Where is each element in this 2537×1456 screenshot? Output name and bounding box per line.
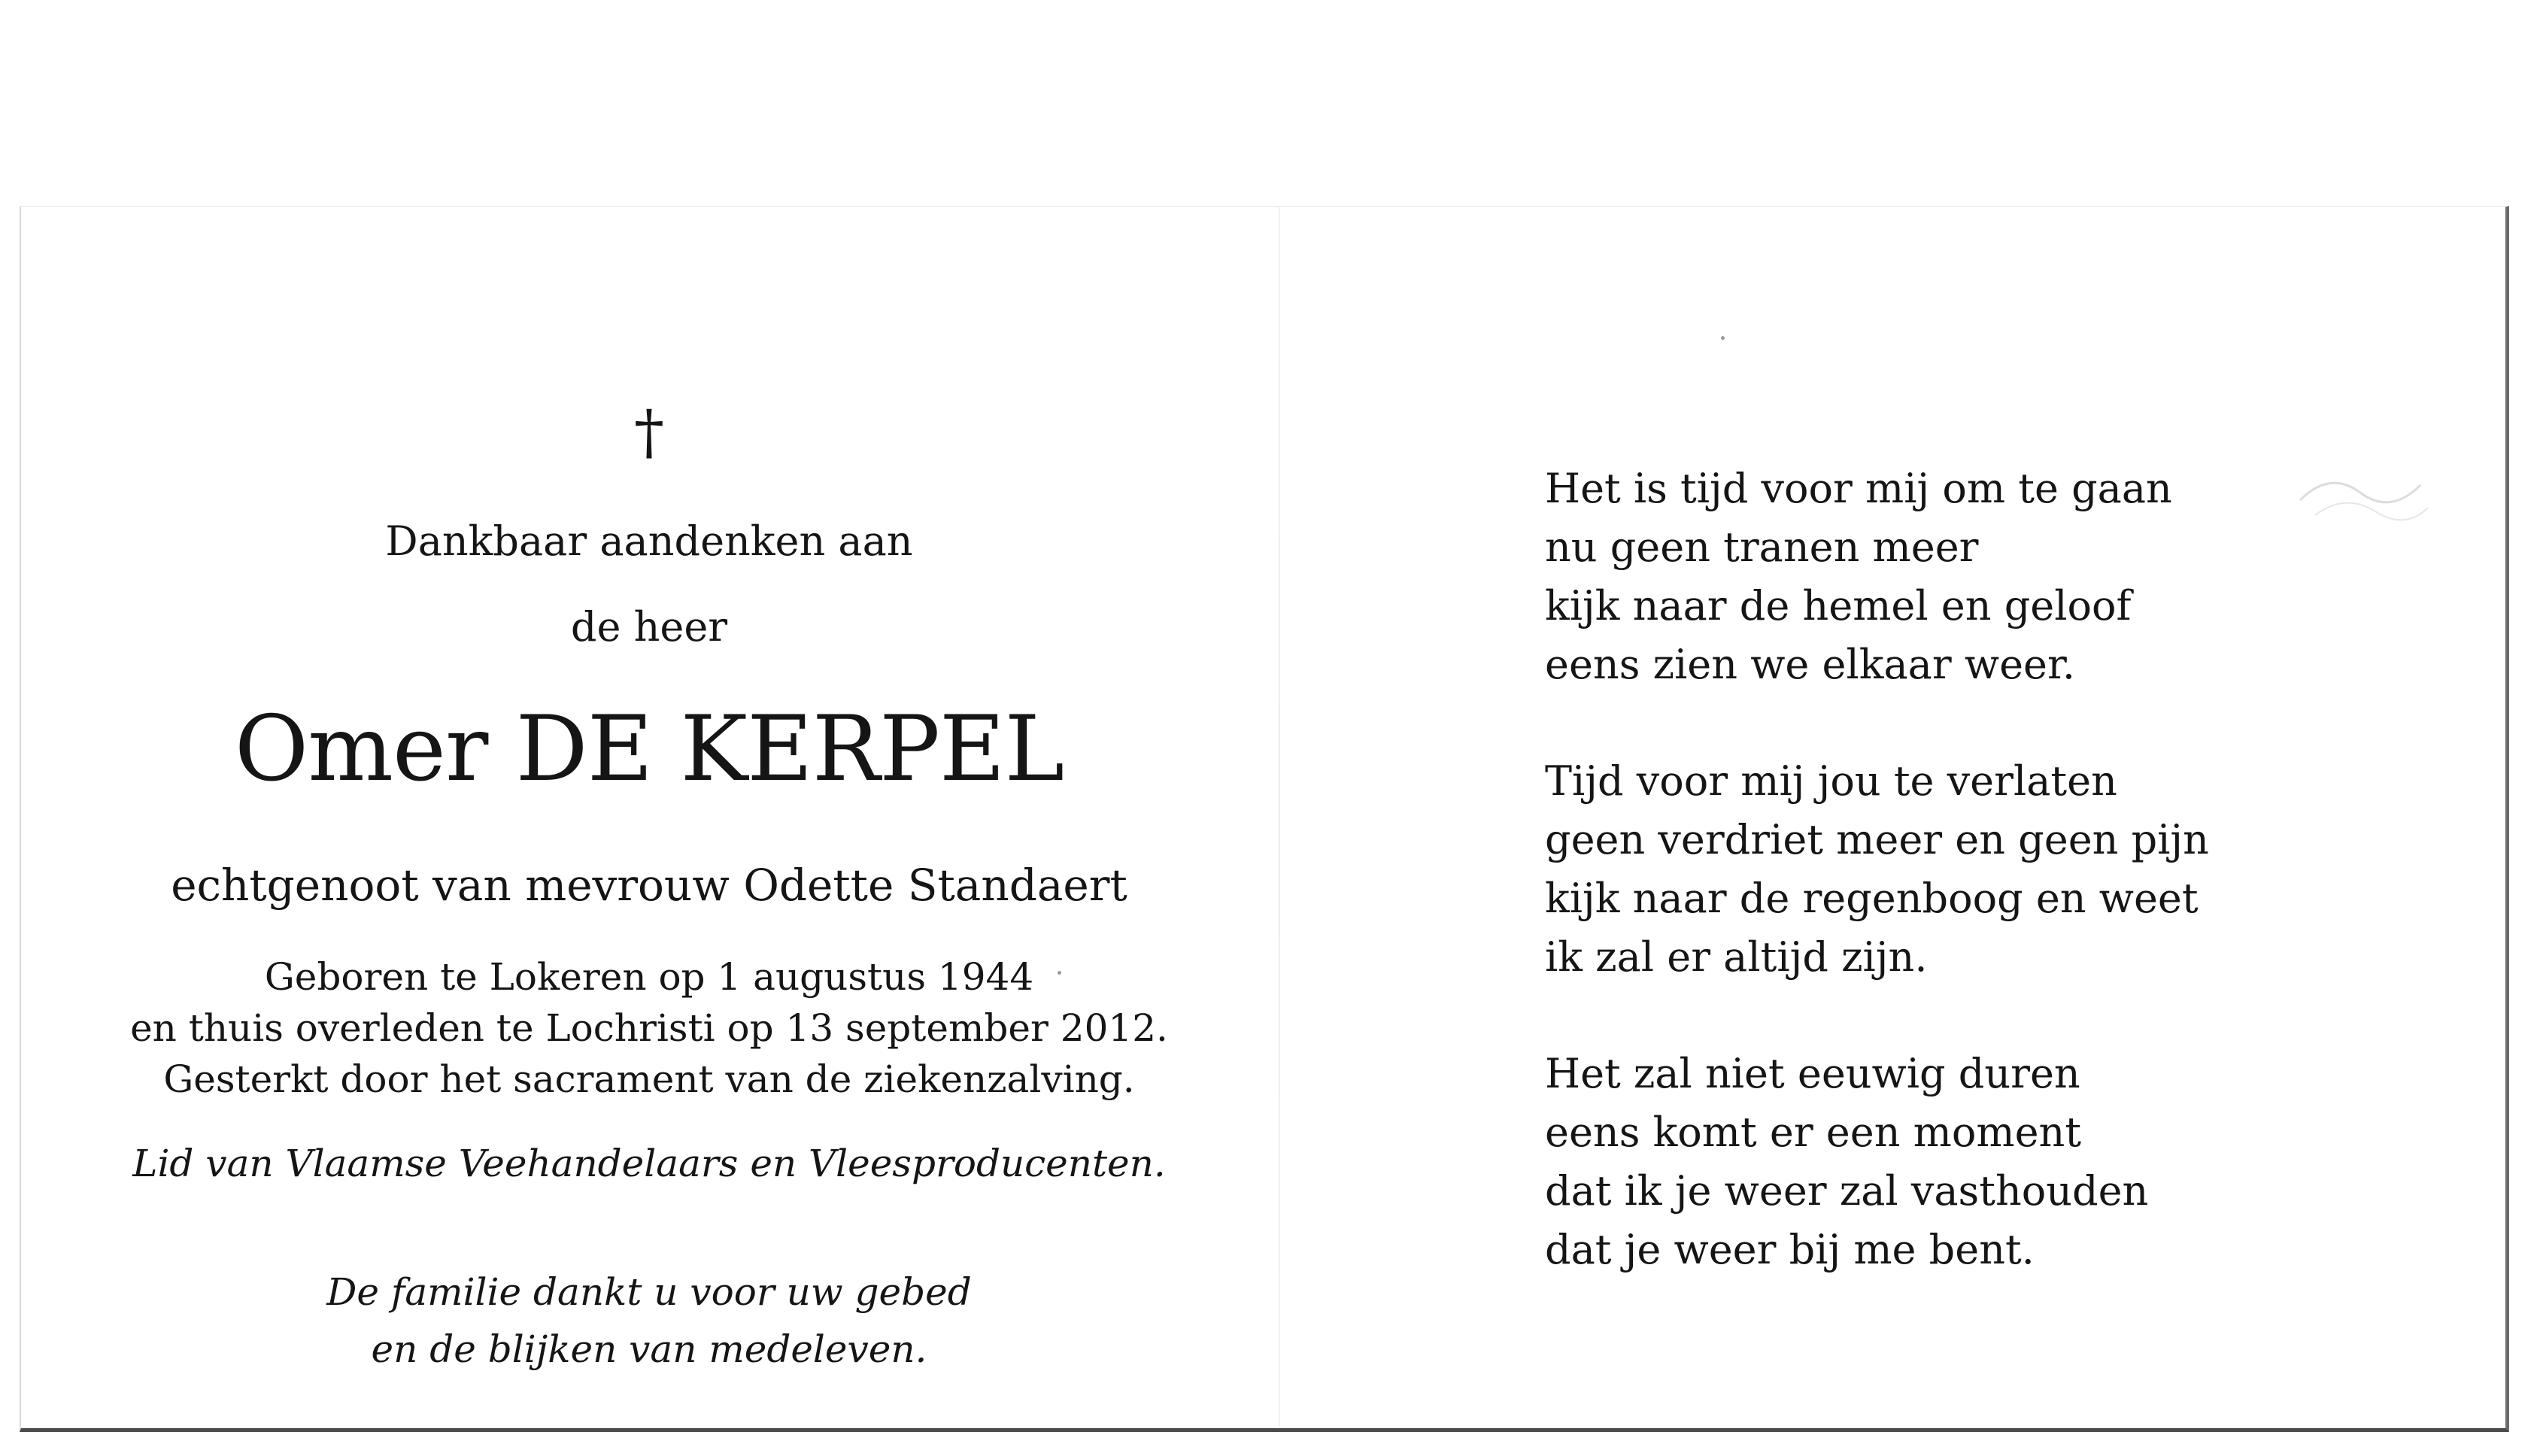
poem-line: Tijd voor mij jou te verlaten: [1545, 757, 2117, 805]
poem-line: dat ik je weer zal vasthouden: [1545, 1167, 2149, 1215]
poem-line: kijk naar de hemel en geloof: [1545, 582, 2132, 629]
poem-line: geen verdriet meer en geen pijn: [1545, 816, 2209, 863]
poem-line: eens zien we elkaar weer.: [1545, 641, 2076, 688]
scan-speck: [1721, 336, 1725, 340]
memorial-card: [20, 206, 2509, 1432]
poem: [1545, 460, 2447, 1337]
poem-stanza: [1545, 1045, 2447, 1279]
membership-line: Lid van Vlaamse Veehandelaars en Vleesproducenten.: [132, 1142, 1166, 1185]
poem-line: dat je weer bij me bent.: [1545, 1226, 2035, 1273]
poem-line: eens komt er een moment: [1545, 1109, 2082, 1156]
poem-line: kijk naar de regenboog en weet: [1545, 875, 2199, 922]
poem-line: Het is tijd voor mij om te gaan: [1545, 465, 2172, 512]
family-thanks: [96, 1263, 1202, 1378]
left-panel: [21, 207, 1279, 1428]
biography: [96, 951, 1202, 1105]
deceased-name: Omer DE KERPEL: [234, 697, 1064, 802]
birth-line: Geboren te Lokeren op 1 augustus 1944: [264, 955, 1034, 999]
honorific-title: de heer: [570, 603, 728, 651]
right-panel: [1280, 207, 2506, 1428]
thanks-line: De familie dankt u voor uw gebed: [326, 1270, 972, 1314]
cross-icon: †: [634, 397, 664, 467]
poem-line: nu geen tranen meer: [1545, 523, 1979, 571]
intro-text: Dankbaar aandenken aan: [385, 517, 913, 565]
poem-stanza: [1545, 752, 2447, 987]
thanks-line: en de blijken van medeleven.: [371, 1327, 927, 1371]
spouse-line: echtgenoot van mevrouw Odette Standaert: [171, 860, 1127, 911]
scan-speck: [1058, 971, 1061, 975]
poem-line: ik zal er altijd zijn.: [1545, 933, 1928, 981]
scan-smudge: [2285, 455, 2435, 545]
death-line: en thuis overleden te Lochristi op 13 september 2012.: [130, 1006, 1168, 1050]
poem-line: Het zal niet eeuwig duren: [1545, 1050, 2080, 1097]
sacrament-line: Gesterkt door het sacrament van de ziekenzalving.: [163, 1057, 1135, 1101]
